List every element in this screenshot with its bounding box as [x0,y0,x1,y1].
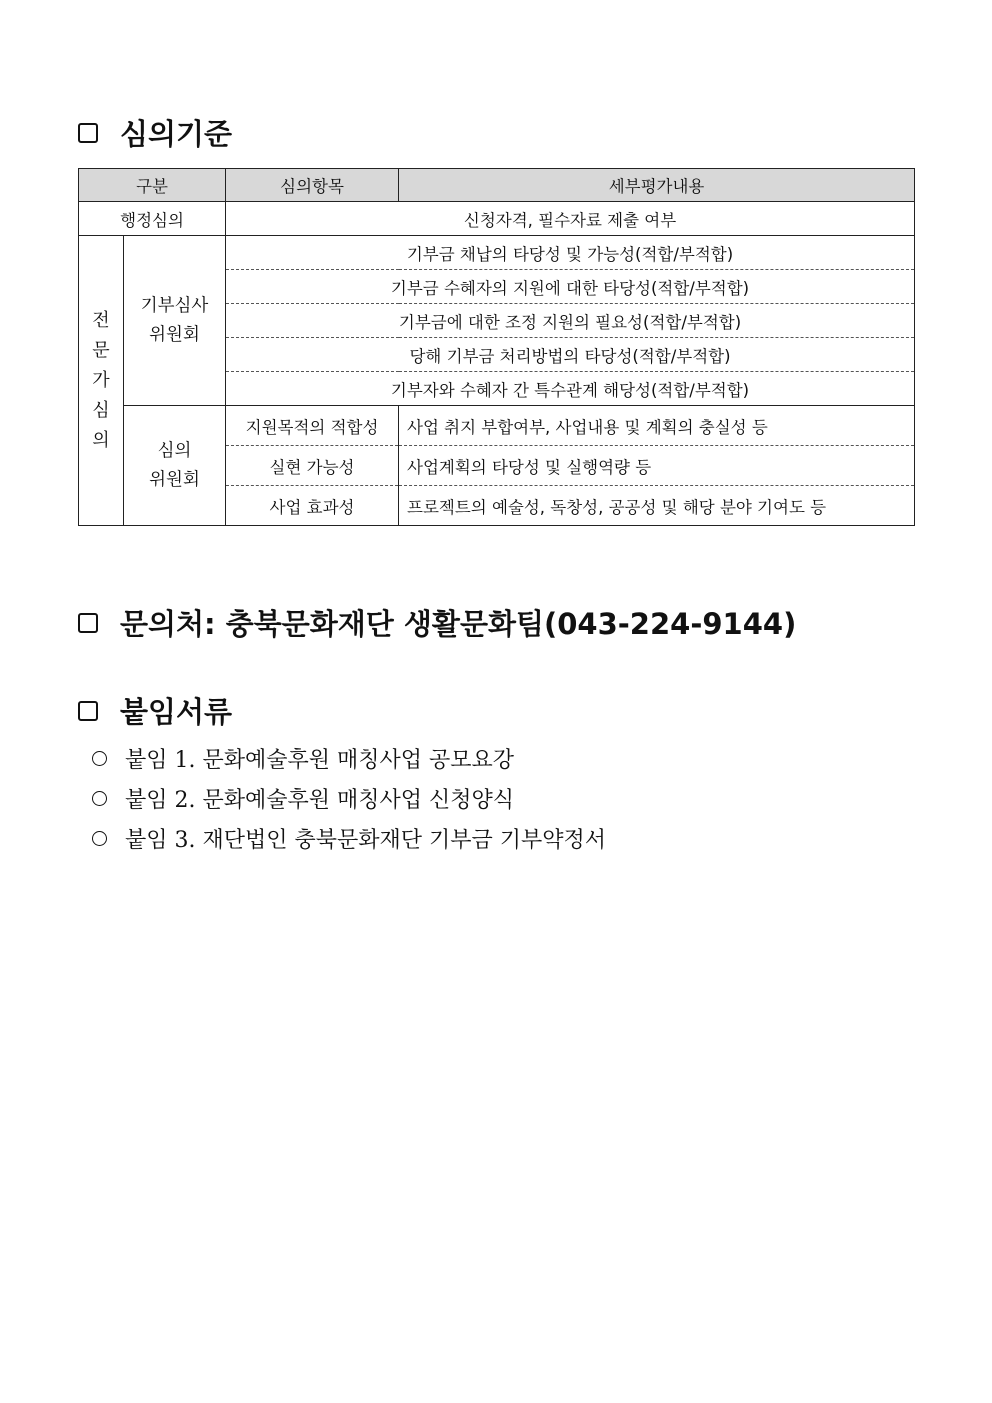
table-row [79,236,915,270]
criteria-table [78,168,915,526]
attachment-text: 붙임 2. 문화예술후원 매칭사업 신청양식 [125,787,514,813]
checkbox-icon [78,123,98,143]
review-item: 사업 효과성 [226,486,399,526]
criteria-title: 심의기준 [120,117,233,151]
admin-review-label: 행정심의 [79,202,226,236]
donation-item: 기부금 채납의 타당성 및 가능성(적합/부적합) [226,236,915,270]
attachments-list [88,738,606,858]
checkbox-icon [78,701,98,721]
attachments-title: 붙임서류 [120,695,233,729]
attachment-text: 붙임 1. 문화예술후원 매칭사업 공모요강 [125,747,514,773]
attachments-heading [78,690,232,731]
list-item [88,738,606,778]
donation-item: 기부금에 대한 조정 지원의 필요성(적합/부적합) [226,304,915,338]
checkbox-icon [78,613,98,633]
donation-committee-label: 기부심사 위원회 [124,236,226,406]
header-category: 구분 [79,169,226,202]
review-item: 실현 가능성 [226,446,399,486]
table-row [79,406,915,446]
list-item [88,778,606,818]
header-item: 심의항목 [226,169,399,202]
review-item: 지원목적의 적합성 [226,406,399,446]
table-row [79,202,915,236]
circle-bullet-icon [92,751,107,766]
donation-item: 당해 기부금 처리방법의 타당성(적합/부적합) [226,338,915,372]
header-detail: 세부평가내용 [399,169,915,202]
circle-bullet-icon [92,791,107,806]
review-detail: 프로젝트의 예술성, 독창성, 공공성 및 해당 분야 기여도 등 [399,486,915,526]
list-item [88,818,606,858]
table-header-row [79,169,915,202]
circle-bullet-icon [92,831,107,846]
donation-item: 기부자와 수혜자 간 특수관계 해당성(적합/부적합) [226,372,915,406]
criteria-heading [78,112,232,153]
donation-item: 기부금 수혜자의 지원에 대한 타당성(적합/부적합) [226,270,915,304]
review-committee-label: 심의 위원회 [124,406,226,526]
admin-review-content: 신청자격, 필수자료 제출 여부 [226,202,915,236]
review-detail: 사업계획의 타당성 및 실행역량 등 [399,446,915,486]
expert-review-label: 전 문 가 심 의 [79,236,124,526]
attachment-text: 붙임 3. 재단법인 충북문화재단 기부금 기부약정서 [125,827,606,853]
review-detail: 사업 취지 부합여부, 사업내용 및 계획의 충실성 등 [399,406,915,446]
contact-title: 문의처: 충북문화재단 생활문화팀(043-224-9144) [120,607,797,641]
contact-heading [78,602,796,643]
